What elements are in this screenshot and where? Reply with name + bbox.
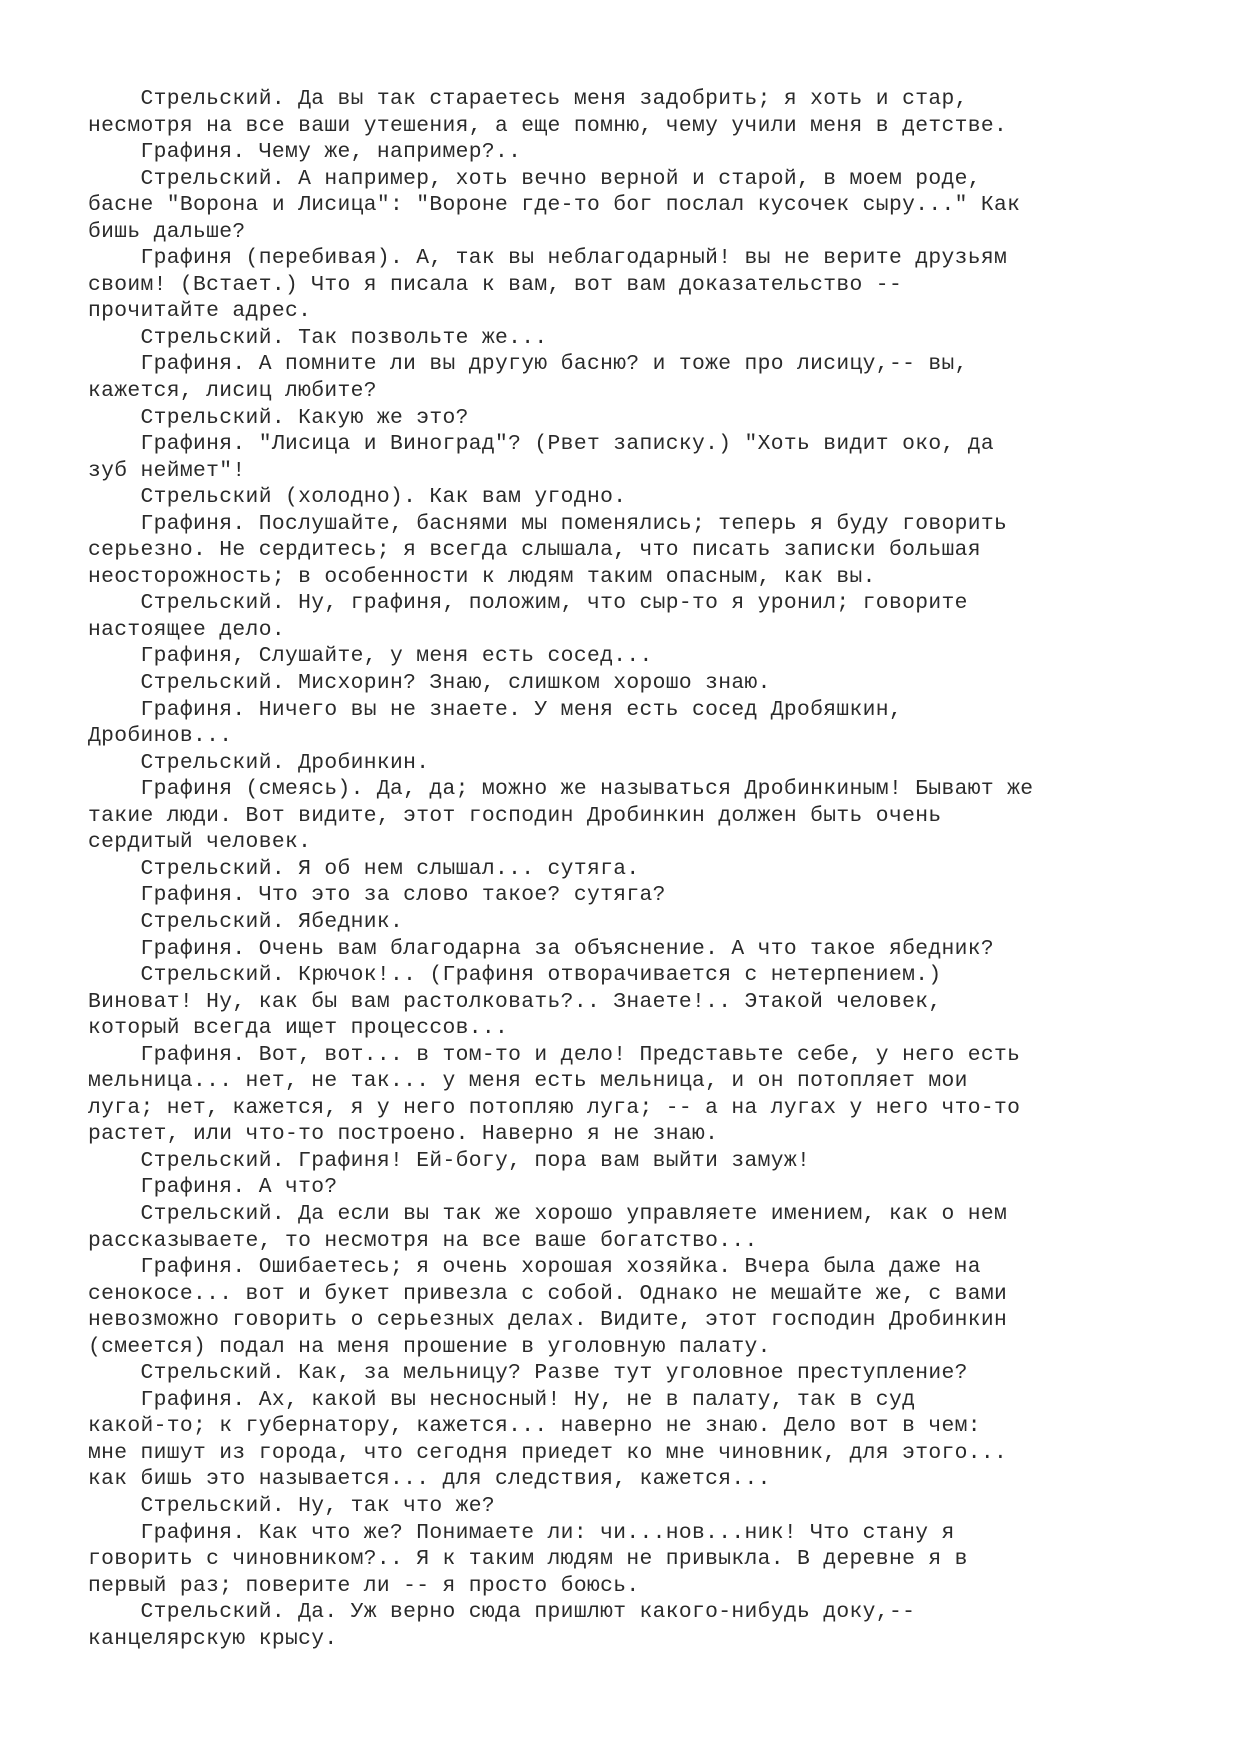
text-line: Графиня (перебивая). А, так вы неблагодарный! вы не верите друзьям bbox=[88, 246, 1008, 271]
text-line: Графиня. Ничего вы не знаете. У меня есть сосед Дробяшкин, bbox=[88, 697, 903, 722]
text-line: Стрельский. Дробинкин. bbox=[88, 750, 430, 775]
text-line: Виноват! Ну, как бы вам растолковать?.. Знаете!.. Этакой человек, bbox=[88, 989, 942, 1014]
text-line: Стрельский. Крючок!.. (Графиня отворачивается с нетерпением.) bbox=[88, 963, 942, 988]
text-line: прочитайте адрес. bbox=[88, 299, 312, 324]
text-line: Стрельский. Я об нем слышал... сутяга. bbox=[88, 856, 640, 881]
text-line: который всегда ищет процессов... bbox=[88, 1016, 509, 1041]
text-line: Графиня. Ошибаетесь; я очень хорошая хозяйка. Вчера была даже на bbox=[88, 1255, 981, 1280]
text-line: (смеется) подал на меня прошение в уголовную палату. bbox=[88, 1334, 771, 1359]
text-line: Стрельский. А например, хоть вечно верной и старой, в моем роде, bbox=[88, 166, 981, 191]
text-line: Графиня. "Лисица и Виноград"? (Рвет записку.) "Хоть видит око, да bbox=[88, 432, 994, 457]
text-line: Графиня (смеясь). Да, да; можно же называться Дробинкиным! Бывают же bbox=[88, 777, 1034, 802]
text-line: Стрельский. Ну, так что же? bbox=[88, 1493, 496, 1518]
text-line: своим! (Встает.) Что я писала к вам, вот вам доказательство -- bbox=[88, 272, 903, 297]
text-line: Графиня. Ах, какой вы несносный! Ну, не в палату, так в суд bbox=[88, 1387, 916, 1412]
text-line: Графиня. А что? bbox=[88, 1175, 338, 1200]
text-line: басне "Ворона и Лисица": "Вороне где-то бог послал кусочек сыру..." Как bbox=[88, 193, 1021, 218]
text-line: растет, или что-то построено. Наверно я не знаю. bbox=[88, 1122, 719, 1147]
text-line: невозможно говорить о серьезных делах. Видите, этот господин Дробинкин bbox=[88, 1308, 1008, 1333]
text-line: мне пишут из города, что сегодня приедет ко мне чиновник, для этого... bbox=[88, 1440, 1008, 1465]
text-line: Стрельский. Ну, графиня, положим, что сыр-то я уронил; говорите bbox=[88, 591, 968, 616]
text-line: Стрельский. Мисхорин? Знаю, слишком хорошо знаю. bbox=[88, 671, 771, 696]
text-line: Стрельский (холодно). Как вам угодно. bbox=[88, 485, 627, 510]
text-line: зуб неймет"! bbox=[88, 458, 246, 483]
play-text-body bbox=[88, 86, 1208, 1652]
text-line: как бишь это называется... для следствия, кажется... bbox=[88, 1467, 771, 1492]
text-line: Стрельский. Так позвольте же... bbox=[88, 325, 548, 350]
text-line: Графиня. А помните ли вы другую басню? и тоже про лисицу,-- вы, bbox=[88, 352, 968, 377]
text-line: Стрельский. Да. Уж верно сюда пришлют какого-нибудь доку,-- bbox=[88, 1600, 916, 1625]
text-line: Дробинов... bbox=[88, 724, 233, 749]
text-line: Стрельский. Как, за мельницу? Разве тут уголовное преступление? bbox=[88, 1361, 968, 1386]
text-line: такие люди. Вот видите, этот господин Дробинкин должен быть очень bbox=[88, 803, 942, 828]
text-line: сердитый человек. bbox=[88, 830, 312, 855]
text-line: Графиня. Как что же? Понимаете ли: чи...нов...ник! Что стану я bbox=[88, 1520, 955, 1545]
text-line: луга; нет, кажется, я у него потопляю луга; -- а на лугах у него что-то bbox=[88, 1095, 1021, 1120]
text-line: Графиня. Послушайте, баснями мы поменялись; теперь я буду говорить bbox=[88, 511, 1008, 536]
text-line: серьезно. Не сердитесь; я всегда слышала, что писать записки большая bbox=[88, 538, 981, 563]
text-line: говорить с чиновником?.. Я к таким людям не привыкла. В деревне я в bbox=[88, 1547, 968, 1572]
text-line: несмотря на все ваши утешения, а еще помню, чему учили меня в детстве. bbox=[88, 113, 1008, 138]
text-line: Графиня, Слушайте, у меня есть сосед... bbox=[88, 644, 653, 669]
text-line: мельница... нет, не так... у меня есть мельница, и он потопляет мои bbox=[88, 1069, 968, 1094]
text-line: кажется, лисиц любите? bbox=[88, 379, 377, 404]
text-line: сенокосе... вот и букет привезла с собой. Однако не мешайте же, с вами bbox=[88, 1281, 1008, 1306]
text-line: Стрельский. Да вы так стараетесь меня задобрить; я хоть и стар, bbox=[88, 87, 968, 111]
text-line: канцелярскую крысу. bbox=[88, 1626, 338, 1651]
text-line: бишь дальше? bbox=[88, 219, 246, 244]
text-line: Графиня. Вот, вот... в том-то и дело! Представьте себе, у него есть bbox=[88, 1042, 1021, 1067]
text-line: рассказываете, то несмотря на все ваше богатство... bbox=[88, 1228, 758, 1253]
text-line: Графиня. Очень вам благодарна за объяснение. А что такое ябедник? bbox=[88, 936, 994, 961]
text-line: Графиня. Чему же, например?.. bbox=[88, 140, 522, 165]
text-line: неосторожность; в особенности к людям таким опасным, как вы. bbox=[88, 564, 876, 589]
text-line: Стрельский. Ябедник. bbox=[88, 909, 404, 934]
text-line: первый раз; поверите ли -- я просто боюсь. bbox=[88, 1573, 640, 1598]
text-line: Графиня. Что это за слово такое? сутяга? bbox=[88, 883, 666, 908]
text-line: Стрельский. Какую же это? bbox=[88, 405, 469, 430]
text-line: Стрельский. Да если вы так же хорошо управляете имением, как о нем bbox=[88, 1201, 1008, 1226]
text-line: настоящее дело. bbox=[88, 617, 285, 642]
text-line: какой-то; к губернатору, кажется... наверно не знаю. Дело вот в чем: bbox=[88, 1414, 981, 1439]
text-line: Стрельский. Графиня! Ей-богу, пора вам выйти замуж! bbox=[88, 1148, 811, 1173]
